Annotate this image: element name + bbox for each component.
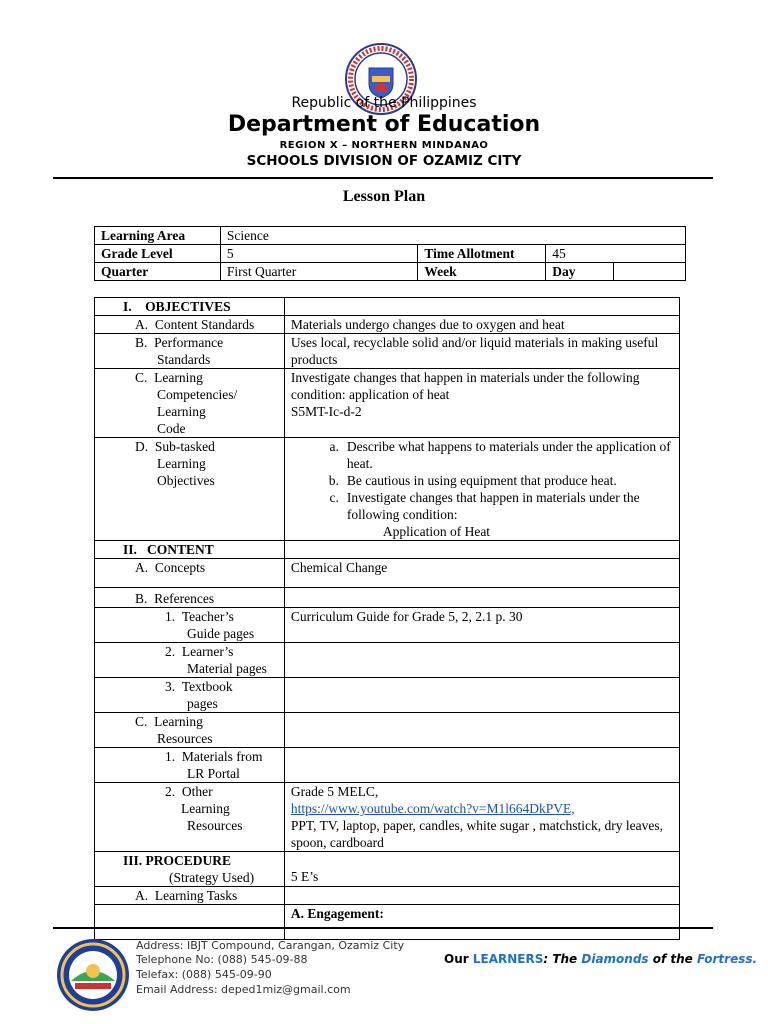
sub-tasked-objectives-label: D. Sub-tasked Learning Objectives (95, 438, 285, 541)
references-label: B. References (95, 588, 285, 608)
lr-portal-label: 1. Materials from LR Portal (95, 748, 285, 783)
teachers-guide-label: 1. Teacher’s Guide pages (95, 608, 285, 643)
textbook-pages-label: 3. Textbook pages (95, 678, 285, 713)
week-label: Week (418, 263, 546, 281)
grade-level-value: 5 (220, 245, 418, 263)
other-resources-label: 2. Other Learning Resources (95, 783, 285, 852)
header-divider (53, 177, 713, 179)
learning-area-label: Learning Area (95, 227, 221, 245)
objectives-heading: I. OBJECTIVES (95, 298, 285, 316)
footer-telefax: Telefax: (088) 545-09-90 (136, 968, 272, 981)
content-standards-text: Materials undergo changes due to oxygen and heat (284, 316, 679, 334)
sub-objective-tail: Application of Heat (382, 524, 491, 539)
footer-telephone: Telephone No: (088) 545-09-88 (136, 953, 308, 966)
procedure-heading: III. PROCEDURE (123, 853, 232, 868)
engagement-heading: A. Engagement: (284, 905, 679, 940)
department-heading: Department of Education (227, 112, 541, 137)
content-heading: II. CONTENT (95, 541, 285, 559)
procedure-label (95, 852, 285, 887)
strategy-text: 5 E’s (284, 852, 679, 887)
quarter-value: First Quarter (220, 263, 418, 281)
list-item: a. Describe what happens to materials under the application of heat. (329, 439, 671, 471)
list-item: c. Investigate changes that happen in materials under the following condition: (329, 490, 640, 522)
performance-standards-text: Uses local, recyclable solid and/or liquid materials in making useful products (284, 334, 679, 369)
time-allotment-value: 45 (546, 245, 686, 263)
day-label: Day (546, 263, 614, 281)
day-value (614, 263, 686, 281)
performance-standards-label: B. Performance Standards (95, 334, 285, 369)
motto: Our LEARNERS: The Diamonds of the Fortress. (444, 952, 758, 966)
youtube-link[interactable]: https://www.youtube.com/watch?v=M1l664DkPVE, (290, 801, 575, 816)
quarter-label: Quarter (95, 263, 221, 281)
other-resources-text: Grade 5 MELC, https://www.youtube.com/watch?v=M1l664DkPVE, PPT, TV, laptop, paper, candles, white sugar , matchstick, dry leaves, spoon, cardboard (284, 783, 679, 852)
division-heading: SCHOOLS DIVISION OF OZAMIZ CITY (246, 153, 522, 169)
sub-tasked-objectives-text (284, 438, 679, 541)
division-seal-icon (55, 937, 131, 1013)
footer-divider (53, 927, 713, 929)
time-allotment-label: Time Allotment (418, 245, 546, 263)
strategy-label: (Strategy Used) (169, 870, 255, 885)
lesson-plan-table (94, 297, 680, 940)
concepts-label: A. Concepts (95, 559, 285, 588)
learning-competencies-label: C. Learning Competencies/ Learning Code (95, 369, 285, 438)
footer-address: Address: IBJT Compound, Carangan, Ozamiz City (136, 939, 405, 952)
region-heading: REGION X – NORTHERN MINDANAO (279, 140, 489, 151)
teachers-guide-text: Curriculum Guide for Grade 5, 2, 2.1 p. 30 (284, 608, 679, 643)
document-title: Lesson Plan (342, 188, 426, 205)
learning-resources-label: C. Learning Resources (95, 713, 285, 748)
learning-area-value: Science (220, 227, 685, 245)
list-item: b. Be cautious in using equipment that produce heat. (328, 473, 617, 488)
concepts-text: Chemical Change (284, 559, 679, 588)
learners-material-label: 2. Learner’s Material pages (95, 643, 285, 678)
content-standards-label: A. Content Standards (95, 316, 285, 334)
lesson-info-table (94, 226, 686, 281)
footer-email: Email Address: deped1miz@gmail.com (136, 983, 351, 996)
republic-heading: Republic of the Philippines (291, 95, 477, 111)
learning-tasks-label: A. Learning Tasks (95, 887, 285, 905)
grade-level-label: Grade Level (95, 245, 221, 263)
learning-competencies-text: Investigate changes that happen in materials under the following condition: application of heat S5MT-Ic-d-2 (284, 369, 679, 438)
